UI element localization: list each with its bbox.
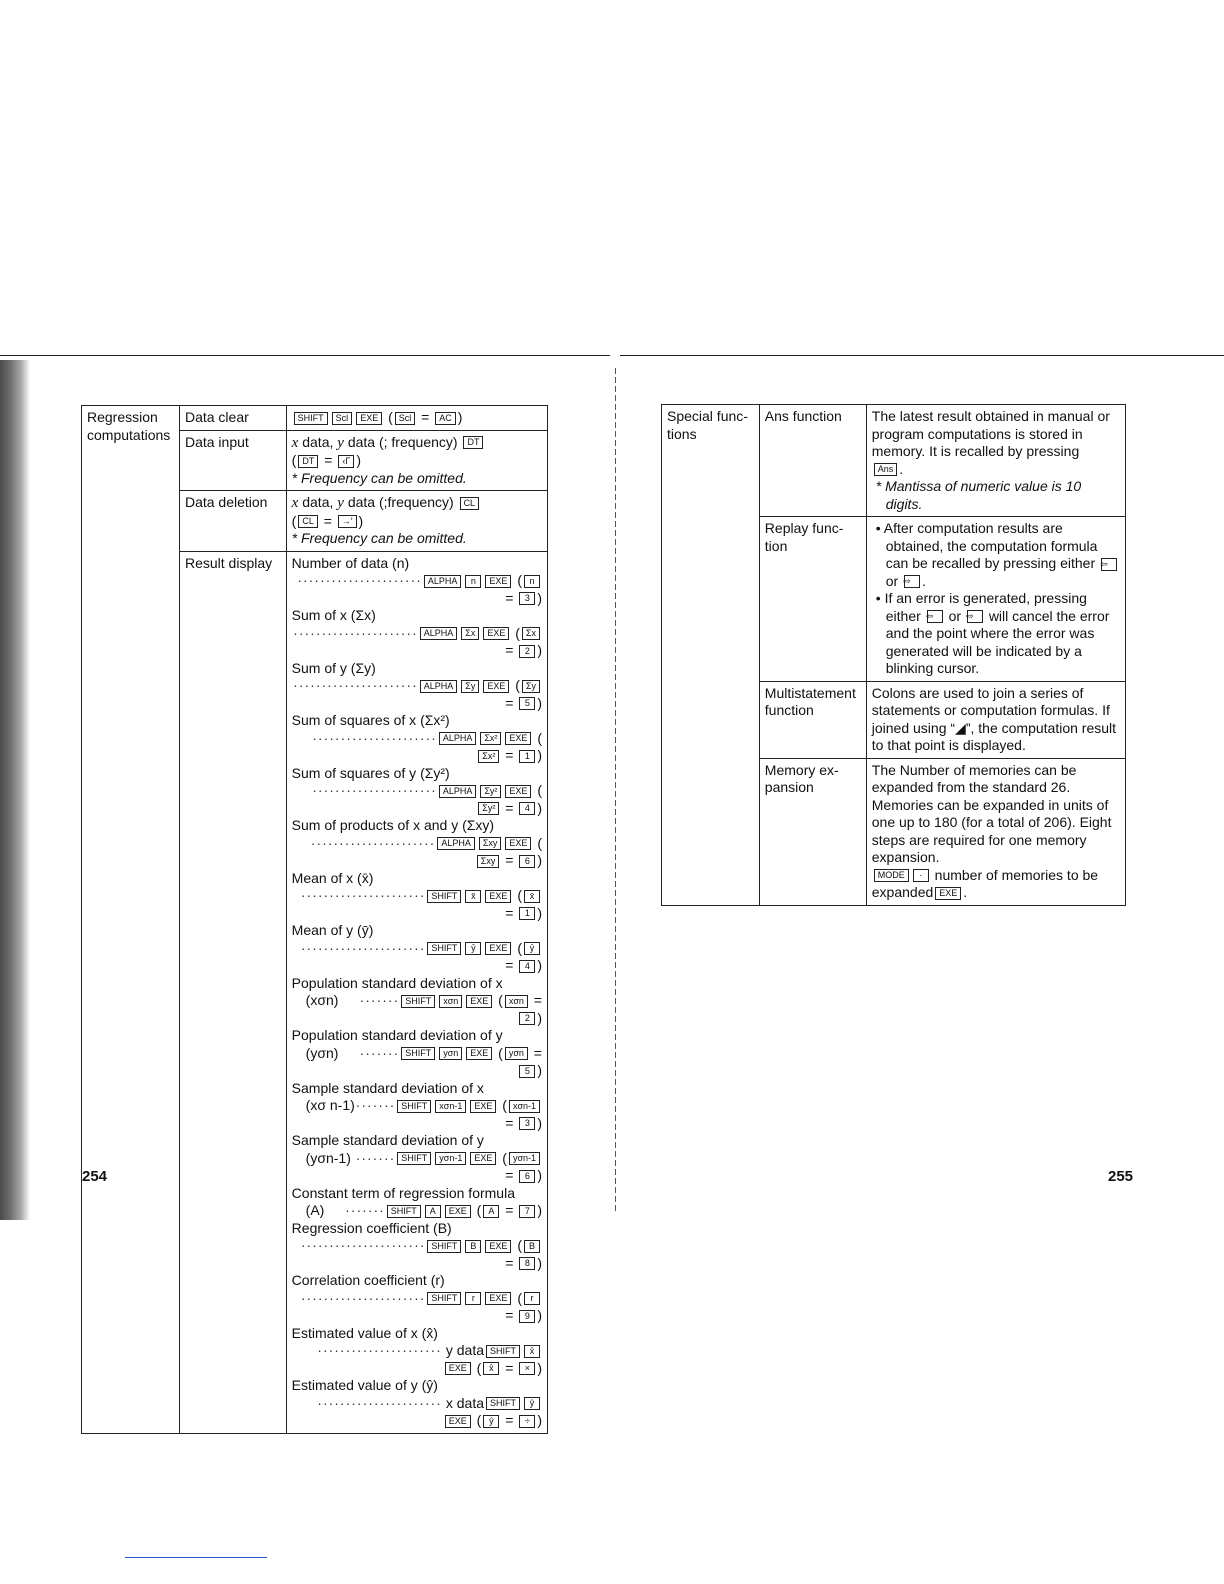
- row-label-data-input: Data input: [179, 430, 286, 491]
- calculator-key: EXE: [505, 785, 531, 798]
- calculator-key: Σy²: [478, 802, 499, 815]
- calculator-key: SHIFT: [397, 1100, 431, 1113]
- key-cl: CL: [298, 515, 318, 528]
- key-cl: CL: [460, 497, 480, 510]
- calculator-key: r: [524, 1292, 540, 1305]
- calculator-key: x̂: [483, 1362, 499, 1375]
- top-rule-right: [620, 355, 1224, 356]
- calculator-key: xσn: [439, 995, 462, 1008]
- result-item: [292, 1132, 542, 1185]
- leader-dots: ·······: [355, 1149, 396, 1166]
- result-item: [292, 975, 542, 1028]
- result-item-keys: ······················ ALPHA Σx EXE ( Σx = 2 ): [293, 624, 542, 658]
- calculator-key: Σy: [522, 680, 540, 693]
- section-regression: [82, 406, 180, 1434]
- calculator-key: ALPHA: [424, 575, 462, 588]
- calculator-key: ALPHA: [437, 837, 475, 850]
- leader-dots: ······················: [300, 939, 426, 956]
- leader-dots: ······················: [300, 887, 426, 903]
- replay-bullet-1: • After computation results are obtained, the computation formula can be recalled by pressing either ⇦ or ⇨ .: [872, 520, 1120, 590]
- leader-dots: ······················: [312, 782, 437, 798]
- calculator-key: 3: [519, 1117, 535, 1130]
- row-body-data-clear: SHIFT Scl EXE ( Scl = AC ): [286, 406, 547, 431]
- result-item-keys: ······················ y data SHIFT x̂EXE ( x̂ = × ): [317, 1342, 542, 1376]
- leader-dots: ······················: [317, 1342, 442, 1358]
- calculator-key: Σx: [522, 627, 540, 640]
- result-item-title: Correlation coefficient (r): [291, 1272, 445, 1288]
- calculator-key: 2: [519, 645, 535, 658]
- calculator-key: 5: [519, 1065, 535, 1078]
- calculator-key: Σxy: [479, 837, 502, 850]
- result-item: [292, 1027, 542, 1080]
- calculator-key: 8: [519, 1257, 535, 1270]
- key-mode: MODE: [874, 869, 909, 882]
- key-ans: Ans: [874, 463, 898, 476]
- calculator-key: Σx: [461, 627, 479, 640]
- special-functions-table: [661, 404, 1126, 906]
- calculator-key: SHIFT: [427, 1240, 461, 1253]
- calculator-key: EXE: [485, 1292, 511, 1305]
- leader-dots: ·······: [355, 1097, 396, 1113]
- note-mantissa: * Mantissa of numeric value is 10 digits.: [875, 478, 1082, 512]
- result-item-title: Sum of x (Σx): [291, 607, 376, 623]
- leader-dots: ······················: [297, 572, 422, 588]
- right-arrow-key-icon: ⇨: [967, 610, 983, 623]
- calculator-key: ÷: [519, 1415, 535, 1428]
- result-item-keys: ······················ SHIFT r EXE ( r = 9 ): [300, 1289, 542, 1323]
- key-ac: AC: [435, 412, 456, 425]
- calculator-key: ȳ: [524, 942, 540, 955]
- calculator-key: EXE: [470, 1100, 496, 1113]
- key-exe: EXE: [935, 887, 961, 900]
- result-item-keys: ······················ SHIFT B EXE ( B = 8 ): [300, 1237, 542, 1271]
- right-arrow-key-icon: ⇨: [904, 575, 920, 588]
- left-arrow-key-icon: ⇦: [927, 610, 943, 623]
- result-item-symbol: (A): [305, 1202, 325, 1218]
- key-exe: EXE: [356, 412, 382, 425]
- result-item: [292, 922, 542, 975]
- row-body-result-display: [286, 551, 547, 1433]
- result-item-keys: ······················ ALPHA n EXE ( n = 3 ): [297, 572, 542, 606]
- row-label-ans: Ans function: [759, 405, 866, 517]
- calculator-key: EXE: [505, 837, 531, 850]
- calculator-key: SHIFT: [397, 1152, 431, 1165]
- calculator-key: 9: [519, 1310, 535, 1323]
- calculator-key: 1: [519, 907, 535, 920]
- top-rule-left: [0, 355, 610, 356]
- row-body-ans: The latest result obtained in manual or program computations is stored in memory. It is recalled by pressing Ans . * Mantissa of numeric value is 10 digits.: [866, 405, 1125, 517]
- calculator-key: 4: [519, 960, 535, 973]
- leader-dots: ······················: [293, 624, 418, 641]
- calculator-key: Σx²: [478, 750, 499, 763]
- result-item-title: Estimated value of x (x̂): [291, 1324, 438, 1341]
- key-scl: Scl: [332, 412, 353, 425]
- result-item-title: Regression coefficient (B): [291, 1219, 452, 1236]
- calculator-key: A: [483, 1205, 499, 1218]
- key-dot: ·: [913, 869, 929, 882]
- result-item-symbol: (xσn): [305, 992, 339, 1008]
- leader-dots: ······················: [300, 1237, 426, 1253]
- calculator-key: x̂: [524, 1345, 540, 1358]
- calculator-key: ŷ: [524, 1397, 540, 1410]
- page-gutter: [615, 368, 616, 1213]
- row-body-multistatement: Colons are used to join a series of statements or computation formulas. If joined using “◢”, the computation result to that point is displayed.: [866, 681, 1125, 758]
- key-scl: Scl: [395, 412, 416, 425]
- calculator-key: x̄: [465, 890, 481, 903]
- leader-dots: ·······: [359, 1044, 400, 1061]
- calculator-key: SHIFT: [427, 890, 461, 903]
- calculator-key: 3: [519, 592, 535, 605]
- result-item: [292, 817, 542, 870]
- result-item-keys: ······················ x data SHIFT ŷEXE ( ŷ = ÷ ): [317, 1394, 542, 1428]
- calculator-key: 7: [519, 1205, 535, 1218]
- calculator-key: SHIFT: [486, 1397, 520, 1410]
- calculator-key: ALPHA: [420, 627, 458, 640]
- calculator-key: yσn-1: [509, 1152, 540, 1165]
- page-number-left: 254: [82, 1168, 108, 1185]
- calculator-key: SHIFT: [401, 1047, 435, 1060]
- calculator-key: 1: [519, 750, 535, 763]
- calculator-key: EXE: [445, 1415, 471, 1428]
- calculator-key: EXE: [485, 942, 511, 955]
- calculator-key: ×: [519, 1362, 535, 1375]
- calculator-key: EXE: [445, 1362, 471, 1375]
- calculator-key: SHIFT: [401, 995, 435, 1008]
- leader-dots: ······················: [312, 729, 437, 746]
- leader-dots: ······················: [317, 1394, 442, 1411]
- row-label-memory-expansion: Memory ex- pansion: [759, 758, 866, 905]
- result-item-symbol: (yσn-1): [305, 1149, 351, 1166]
- calculator-key: xσn-1: [509, 1100, 540, 1113]
- calculator-key: Σy: [461, 680, 479, 693]
- result-item-keys: ······················ SHIFT ȳ EXE ( ȳ = 4 ): [300, 939, 542, 973]
- result-item: [292, 712, 542, 765]
- result-item: [292, 555, 542, 608]
- calculator-key: SHIFT: [427, 942, 461, 955]
- row-body-replay: [866, 517, 1125, 682]
- result-item-keys: ······················ SHIFT x̄ EXE ( x̄ = 1 ): [300, 887, 542, 921]
- calculator-key: B: [465, 1240, 481, 1253]
- row-label-data-clear: Data clear: [179, 406, 286, 431]
- page-number-right: 255: [1108, 1168, 1134, 1185]
- row-body-data-deletion: x data, y data (;frequency) CL ( CL = →′ ) * Frequency can be omitted.: [286, 491, 547, 552]
- row-label-data-deletion: Data deletion: [179, 491, 286, 552]
- result-item-keys: ······················ ALPHA Σxy EXE (Σxy = 6 ): [310, 834, 542, 868]
- calculator-key: ALPHA: [439, 732, 477, 745]
- calculator-key: 2: [519, 1012, 535, 1025]
- calculator-key: A: [425, 1205, 441, 1218]
- result-item-keys: ······················ ALPHA Σx² EXE (Σx² = 1 ): [312, 729, 542, 763]
- row-body-data-input: x data, y data (; frequency) DT ( DT = ‹Γ ) * Frequency can be omitted.: [286, 430, 547, 491]
- calculator-key: ALPHA: [420, 680, 458, 693]
- result-item-title: Sum of y (Σy): [291, 659, 376, 676]
- key-dt: DT: [463, 436, 483, 449]
- calculator-key: B: [524, 1240, 540, 1253]
- row-label-replay: Replay func- tion: [759, 517, 866, 682]
- left-arrow-key-icon: ⇦: [1101, 558, 1117, 571]
- calculator-key: Σx²: [480, 732, 501, 745]
- calculator-key: r: [465, 1292, 481, 1305]
- calculator-key: 5: [519, 697, 535, 710]
- key-dt-alt: ‹Γ: [338, 455, 354, 468]
- result-item-title: Population standard deviation of x: [291, 974, 503, 991]
- calculator-key: EXE: [466, 1047, 492, 1060]
- key-dt: DT: [298, 455, 318, 468]
- scan-edge-shadow: [0, 360, 30, 1220]
- calculator-key: yσn: [439, 1047, 462, 1060]
- result-item-title: Mean of x (x̄): [291, 869, 374, 886]
- calculator-key: SHIFT: [387, 1205, 421, 1218]
- result-item-title: Sum of squares of x (Σx²): [291, 712, 450, 728]
- result-item: [292, 765, 542, 818]
- calculator-key: EXE: [466, 995, 492, 1008]
- calculator-key: Σy²: [480, 785, 501, 798]
- calculator-key: ALPHA: [439, 785, 477, 798]
- calculator-key: SHIFT: [427, 1292, 461, 1305]
- calculator-key: EXE: [485, 1240, 511, 1253]
- result-item: [292, 1080, 542, 1133]
- result-item-keys: (A) ······· SHIFT A EXE ( A = 7 ): [292, 1202, 542, 1220]
- leader-dots: ······················: [300, 1289, 426, 1306]
- calculator-key: yσn-1: [435, 1152, 466, 1165]
- key-shift: SHIFT: [294, 412, 328, 425]
- display-triangle-icon: ◢: [955, 719, 966, 736]
- result-item-keys: ······················ ALPHA Σy EXE ( Σy = 5 ): [293, 677, 542, 711]
- calculator-key: ȳ: [465, 942, 481, 955]
- calculator-key: x̄: [524, 890, 540, 903]
- result-item-keys: (yσn-1) ······· SHIFT yσn-1 EXE ( yσn-1 = 6 ): [292, 1150, 542, 1185]
- result-item: [292, 1185, 542, 1220]
- result-item-title: Sum of products of x and y (Σxy): [291, 817, 495, 833]
- section-label: Regression computations: [87, 409, 171, 443]
- note-frequency: * Frequency can be omitted.: [291, 530, 467, 546]
- calculator-key: n: [524, 575, 540, 588]
- result-item-title: Estimated value of y (ŷ): [291, 1377, 438, 1393]
- result-item-title: Sample standard deviation of x: [291, 1079, 484, 1096]
- result-item-keys: ······················ ALPHA Σy² EXE (Σy² = 4 ): [312, 782, 542, 816]
- result-item-title: Population standard deviation of y: [291, 1027, 503, 1043]
- calculator-key: Σxy: [477, 855, 500, 868]
- result-item: [292, 1272, 542, 1325]
- note-frequency: * Frequency can be omitted.: [291, 469, 467, 486]
- result-item-keys: (xσn) ······· SHIFT xσn EXE ( xσn = 2 ): [292, 992, 542, 1027]
- leader-dots: ······················: [293, 677, 418, 693]
- calculator-key: 6: [519, 1170, 535, 1183]
- leader-dots: ······················: [310, 834, 436, 851]
- calculator-key: EXE: [505, 732, 531, 745]
- result-item-keys: (xσ n-1) ······· SHIFT xσn-1 EXE ( xσn-1 = 3 ): [292, 1097, 542, 1132]
- result-item: [292, 870, 542, 923]
- result-item-symbol: (xσ n-1): [305, 1097, 355, 1113]
- key-cl-alt: →′: [338, 515, 357, 528]
- calculator-key: ŷ: [483, 1415, 499, 1428]
- calculator-key: 4: [519, 802, 535, 815]
- leader-dots: ·······: [345, 1202, 385, 1218]
- calculator-key: xσn: [505, 995, 528, 1008]
- row-body-memory-expansion: The Number of memories can be expanded from the standard 26. Memories can be expanded in units of one up to 180 (for a total of 206). Eight steps are required for one memory expansion. MODE · number of memories to be expanded EXE .: [866, 758, 1125, 905]
- result-item-title: Mean of y (ȳ): [291, 922, 374, 938]
- result-item-prefix: y data: [445, 1342, 484, 1358]
- result-item: [292, 660, 542, 713]
- replay-bullet-2: • If an error is generated, pressing either ⇦ or ⇨ will cancel the error and the point where the error was generated will be indicated by a blinking cursor.: [875, 590, 1110, 676]
- section-special-functions: Special func- tions: [662, 405, 760, 906]
- result-item-title: Sum of squares of y (Σy²): [291, 764, 450, 781]
- result-item: [292, 1220, 542, 1273]
- calculator-key: EXE: [485, 890, 511, 903]
- calculator-key: EXE: [445, 1205, 471, 1218]
- calculator-key: 6: [519, 855, 535, 868]
- calculator-key: n: [465, 575, 481, 588]
- calculator-key: EXE: [485, 575, 511, 588]
- result-item-title: Sample standard deviation of y: [291, 1132, 484, 1148]
- result-item: [292, 1377, 542, 1430]
- leader-dots: ·······: [359, 992, 400, 1008]
- regression-table: [81, 405, 548, 1434]
- bottom-link-fragment: [125, 1557, 267, 1558]
- result-item: [292, 1325, 542, 1378]
- result-item-prefix: x data: [445, 1394, 484, 1411]
- calculator-key: yσn: [505, 1047, 528, 1060]
- calculator-key: EXE: [483, 680, 509, 693]
- calculator-key: EXE: [483, 627, 509, 640]
- calculator-key: EXE: [470, 1152, 496, 1165]
- row-label-multistatement: Multistatement function: [759, 681, 866, 758]
- result-item-title: Constant term of regression formula: [291, 1184, 515, 1201]
- calculator-key: SHIFT: [486, 1345, 520, 1358]
- row-label-result-display: Result display: [179, 551, 286, 1433]
- result-item: [292, 607, 542, 660]
- result-item-title: Number of data (n): [291, 554, 410, 571]
- result-item-keys: (yσn) ······· SHIFT yσn EXE ( yσn = 5 ): [292, 1045, 542, 1080]
- calculator-key: xσn-1: [435, 1100, 466, 1113]
- result-item-symbol: (yσn): [305, 1044, 339, 1061]
